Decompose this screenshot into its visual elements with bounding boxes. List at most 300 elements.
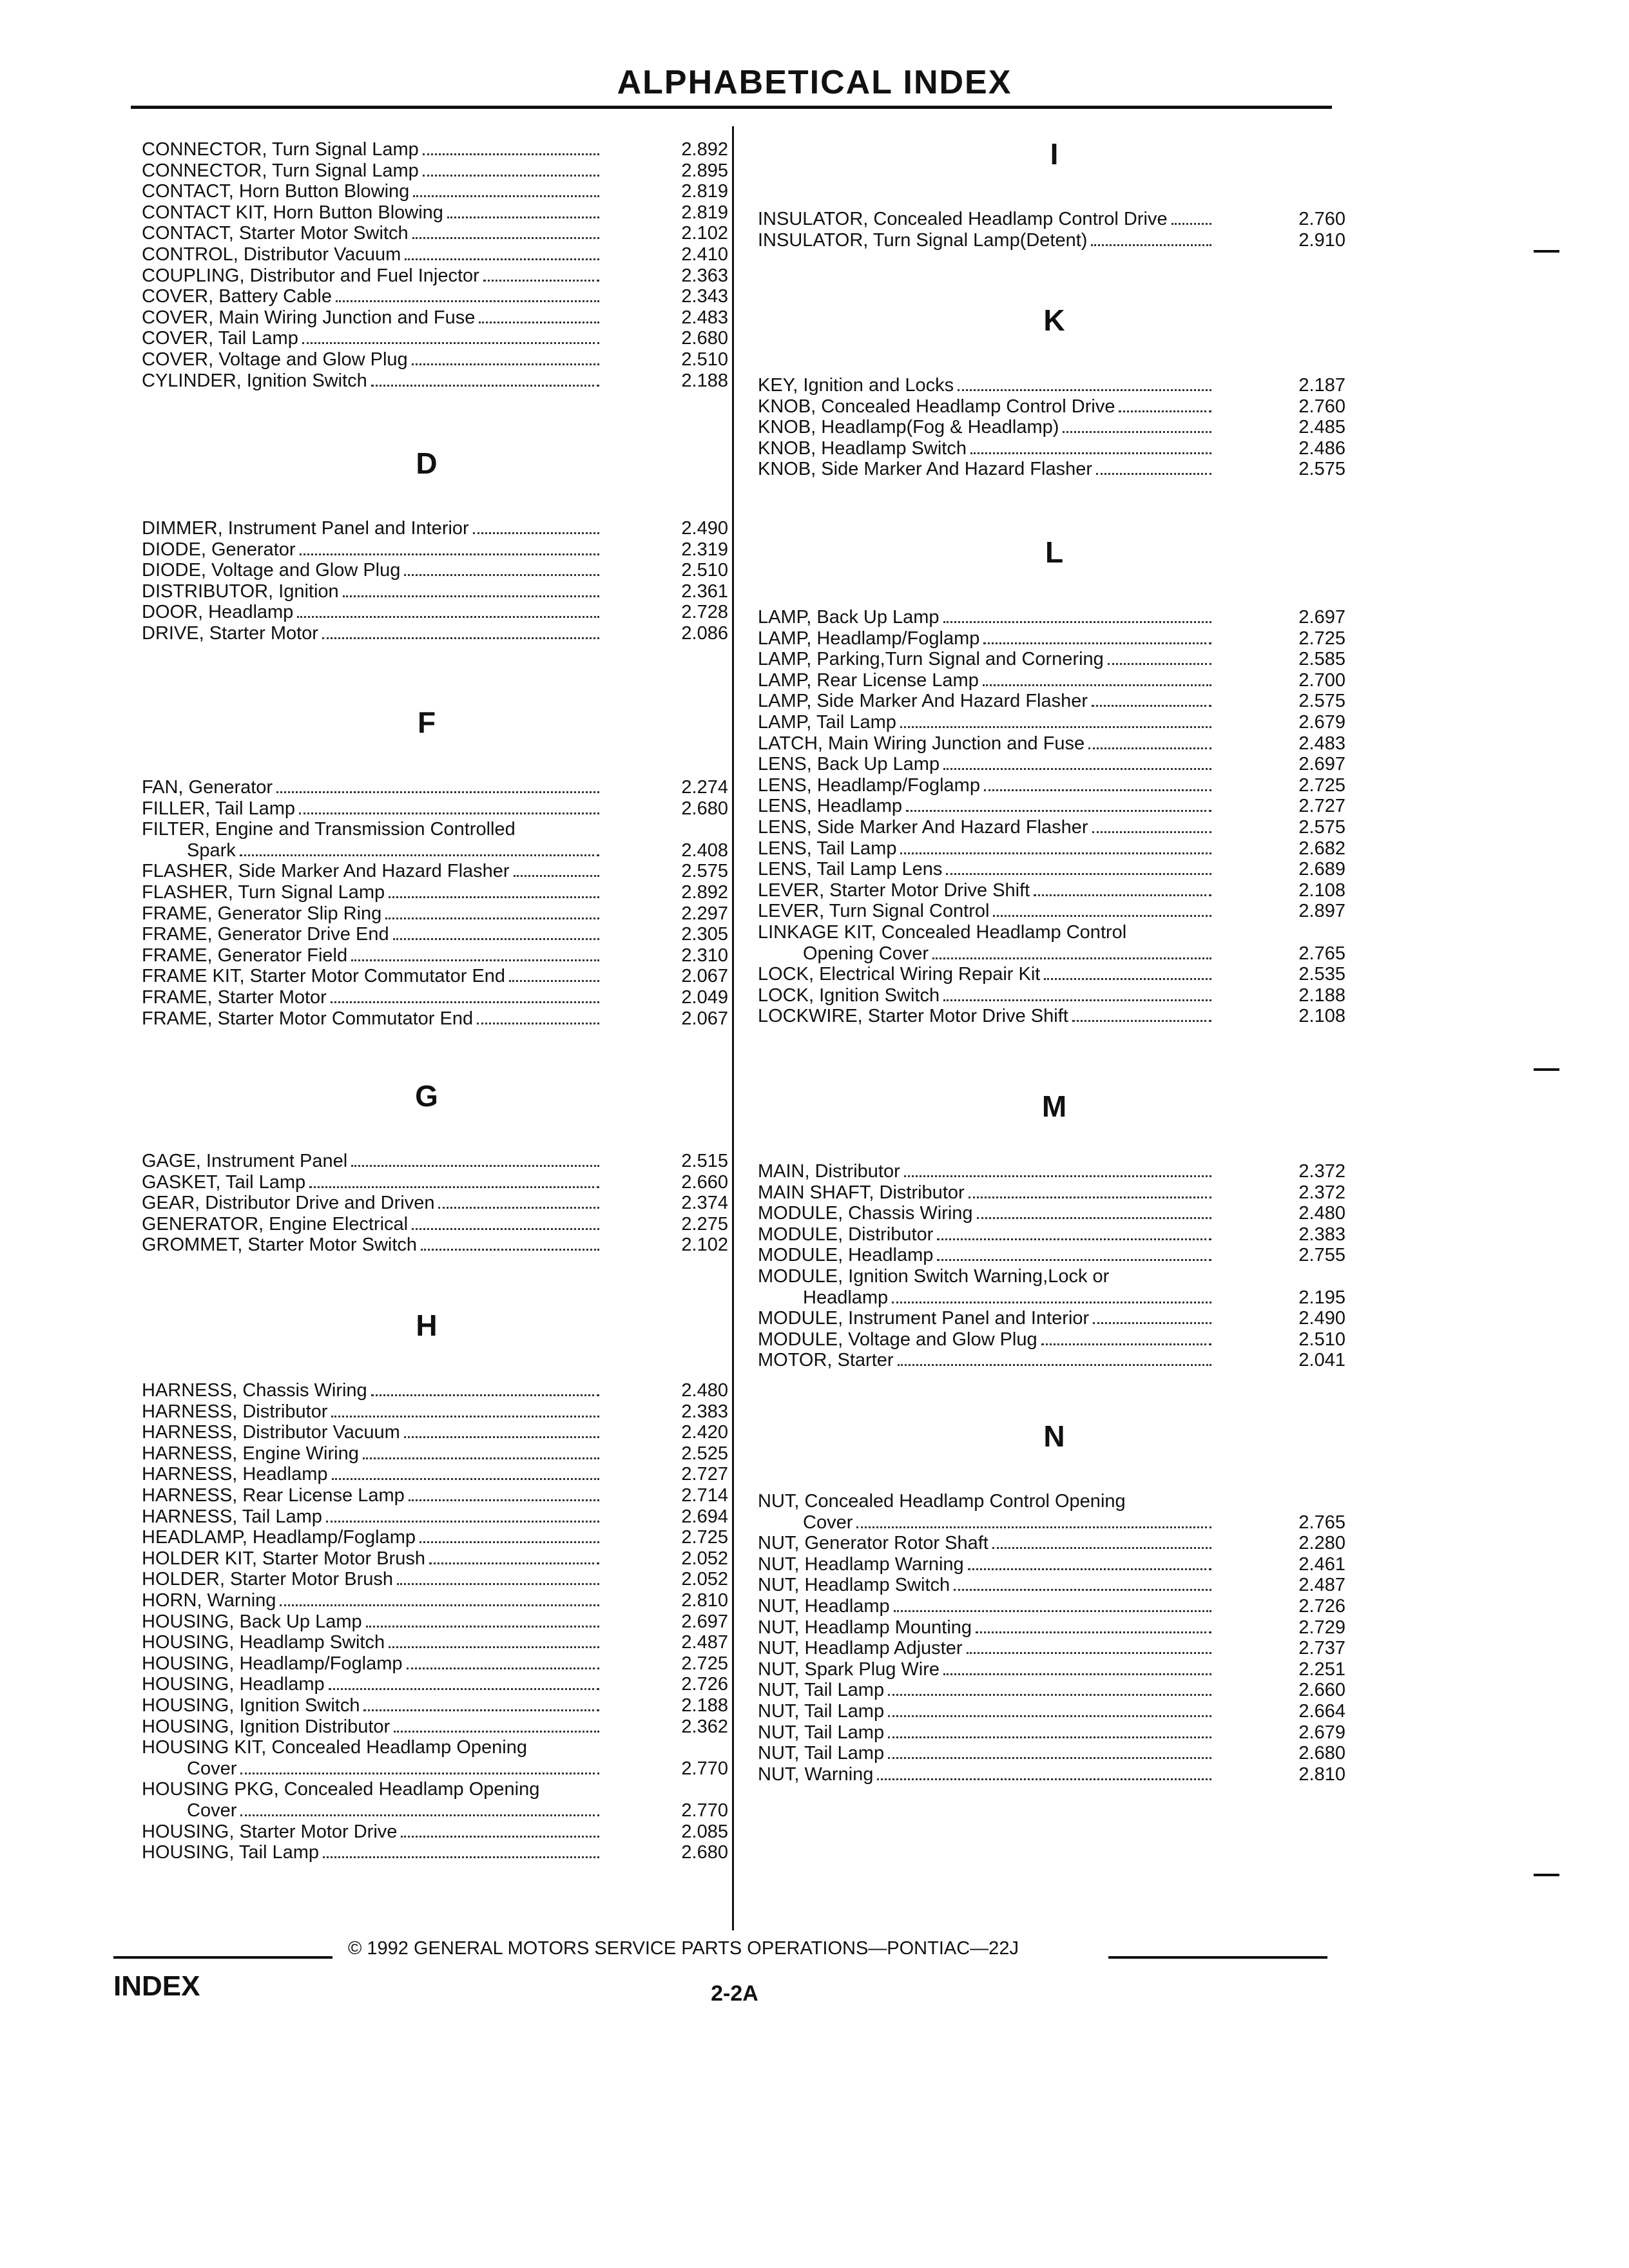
dot-leader — [394, 1731, 599, 1733]
entry-page-ref: 2.195 — [1298, 1287, 1345, 1308]
entry-name: MODULE, Chassis Wiring — [758, 1203, 973, 1224]
entry-page-ref: 2.697 — [1298, 754, 1345, 775]
section-letter-g: G — [415, 1079, 438, 1113]
dot-leader — [1119, 410, 1211, 412]
entry-name: KNOB, Side Marker And Hazard Flasher — [758, 459, 1092, 480]
dot-leader — [326, 1521, 599, 1523]
index-entry — [142, 159, 728, 181]
section-letter-l: L — [1045, 535, 1064, 569]
dot-leader — [299, 812, 599, 814]
index-entry — [758, 1742, 1345, 1764]
index-entry — [758, 648, 1345, 670]
entry-page-ref: 2.067 — [681, 1008, 728, 1029]
index-entry — [758, 753, 1345, 775]
dot-leader — [423, 175, 599, 177]
entry-name: HEADLAMP, Headlamp/Foglamp — [142, 1527, 416, 1548]
entry-page-ref: 2.765 — [1298, 1512, 1345, 1533]
entry-page-ref: 2.575 — [681, 861, 728, 882]
entry-page-ref: 2.485 — [1298, 417, 1345, 438]
entry-name: LAMP, Rear License Lamp — [758, 669, 979, 691]
entry-page-ref: 2.483 — [1298, 733, 1345, 754]
entry-page-ref: 2.725 — [681, 1653, 728, 1674]
dot-leader — [976, 1631, 1211, 1633]
dot-leader — [409, 1499, 599, 1501]
entry-page-ref: 2.480 — [1298, 1203, 1345, 1224]
index-entry — [758, 1223, 1345, 1245]
dot-leader — [993, 915, 1211, 917]
edge-mark — [1534, 1874, 1559, 1876]
entry-name: GASKET, Tail Lamp — [142, 1171, 306, 1193]
index-entry — [758, 1349, 1345, 1371]
entry-page-ref: 2.680 — [681, 328, 728, 349]
dot-leader — [984, 789, 1211, 791]
entry-name: LENS, Headlamp — [758, 796, 903, 817]
index-entry — [142, 1652, 728, 1674]
entry-name: LOCK, Ignition Switch — [758, 985, 940, 1006]
index-entry — [142, 138, 728, 160]
index-entry — [758, 1721, 1345, 1743]
entry-page-ref: 2.383 — [681, 1401, 728, 1422]
footer-rule-right — [1108, 1956, 1327, 1959]
entry-page-ref: 2.251 — [1298, 1658, 1345, 1680]
index-entry — [142, 243, 728, 265]
dot-leader — [898, 1364, 1211, 1366]
index-entry — [758, 837, 1345, 859]
dot-leader — [240, 854, 599, 856]
dot-leader — [429, 1562, 599, 1564]
entry-name: LENS, Tail Lamp Lens — [758, 859, 943, 880]
entry-page-ref: 2.575 — [1298, 691, 1345, 712]
entry-page-ref: 2.490 — [681, 518, 728, 539]
entry-page-ref: 2.770 — [681, 1800, 728, 1821]
dot-leader — [393, 938, 599, 940]
dot-leader — [413, 195, 599, 197]
entry-name: CONTACT, Horn Button Blowing — [142, 181, 410, 202]
index-entry — [142, 1400, 728, 1422]
entry-page-ref: 2.487 — [1298, 1575, 1345, 1596]
index-entry — [758, 416, 1345, 438]
entry-name: CONNECTOR, Turn Signal Lamp — [142, 139, 419, 160]
index-entry — [142, 1421, 728, 1443]
dot-leader — [385, 918, 599, 919]
entry-page-ref: 2.188 — [1298, 985, 1345, 1006]
entry-page-ref: 2.275 — [681, 1213, 728, 1235]
entry-name: HARNESS, Chassis Wiring — [142, 1380, 367, 1401]
dot-leader — [438, 1207, 599, 1209]
dot-leader — [1096, 473, 1211, 475]
dot-leader — [968, 1568, 1211, 1570]
dot-leader — [351, 1165, 599, 1167]
entry-page-ref: 2.102 — [681, 1235, 728, 1256]
section-label: INDEX — [113, 1970, 200, 2002]
entry-name: DIODE, Generator — [142, 539, 296, 560]
entry-page-ref: 2.515 — [681, 1151, 728, 1171]
entry-name: HOUSING, Ignition Distributor — [142, 1716, 390, 1737]
index-entry — [803, 1511, 1345, 1533]
entry-page-ref: 2.067 — [681, 966, 728, 987]
index-entry — [758, 457, 1345, 480]
index-entry — [758, 858, 1345, 880]
index-entry — [142, 559, 728, 581]
dot-leader — [473, 532, 599, 534]
entry-page-ref: 2.910 — [1298, 229, 1345, 251]
entry-name: LAMP, Headlamp/Foglamp — [758, 628, 980, 649]
index-entry — [142, 1841, 728, 1863]
entry-name: HARNESS, Rear License Lamp — [142, 1485, 405, 1506]
index-entry — [758, 1700, 1345, 1722]
entry-name: HOUSING, Headlamp/Foglamp — [142, 1653, 403, 1674]
index-entry — [142, 538, 728, 560]
entry-name: NUT, Concealed Headlamp Control Opening — [758, 1491, 1126, 1512]
index-entry — [142, 965, 728, 987]
entry-name: HARNESS, Headlamp — [142, 1464, 328, 1485]
entry-name: DIODE, Voltage and Glow Plug — [142, 560, 401, 581]
entry-name: LOCK, Electrical Wiring Repair Kit — [758, 964, 1041, 985]
index-entry — [142, 1589, 728, 1611]
entry-name: MODULE, Distributor — [758, 1224, 934, 1245]
index-entry — [758, 1658, 1345, 1680]
dot-leader — [514, 875, 599, 877]
entry-page-ref: 2.810 — [1298, 1763, 1345, 1785]
entry-name: COVER, Tail Lamp — [142, 328, 298, 349]
entry-name: HOUSING, Starter Motor Drive — [142, 1821, 398, 1842]
index-entry — [142, 517, 728, 539]
entry-name: CONNECTOR, Turn Signal Lamp — [142, 160, 419, 181]
entry-page-ref: 2.041 — [1298, 1350, 1345, 1371]
index-entry — [758, 794, 1345, 817]
dot-leader — [977, 1217, 1211, 1219]
entry-page-ref: 2.679 — [1298, 1722, 1345, 1743]
dot-leader — [904, 1175, 1211, 1177]
entry-name: NUT, Warning — [758, 1763, 874, 1785]
dot-leader — [483, 280, 599, 282]
index-entry — [758, 1678, 1345, 1701]
index-entry — [758, 1328, 1345, 1350]
section-letter-n: N — [1043, 1419, 1065, 1453]
index-entry — [142, 881, 728, 903]
index-entry — [142, 327, 728, 349]
entry-name: FRAME, Generator Field — [142, 945, 348, 966]
copyright-notice: © 1992 GENERAL MOTORS SERVICE PARTS OPERATIONS—PONTIAC—22J — [348, 1938, 1019, 1959]
index-entry — [758, 1202, 1345, 1224]
entry-page-ref: 2.188 — [681, 370, 728, 391]
dot-leader — [447, 216, 599, 218]
entry-page-ref: 2.049 — [681, 987, 728, 1008]
entry-page-ref: 2.664 — [1298, 1701, 1345, 1722]
entry-page-ref: 2.697 — [681, 1611, 728, 1632]
index-entry — [142, 1736, 599, 1758]
dot-leader — [943, 999, 1211, 1001]
entry-page-ref: 2.310 — [681, 945, 728, 966]
entry-name: LAMP, Side Marker And Hazard Flasher — [758, 691, 1088, 712]
dot-leader — [401, 1836, 599, 1838]
entry-name: Cover — [803, 1512, 853, 1533]
dot-leader — [1171, 223, 1211, 225]
index-entry — [758, 1160, 1345, 1182]
entry-page-ref: 2.810 — [681, 1590, 728, 1611]
index-entry — [758, 1004, 1345, 1027]
entry-name: LEVER, Turn Signal Control — [758, 901, 990, 922]
dot-leader — [877, 1778, 1211, 1780]
index-entry — [142, 860, 728, 882]
entry-page-ref: 2.274 — [681, 777, 728, 798]
entry-page-ref: 2.374 — [681, 1193, 728, 1214]
dot-leader — [302, 342, 599, 344]
entry-name: NUT, Headlamp Switch — [758, 1575, 950, 1596]
entry-name: HOUSING KIT, Concealed Headlamp Opening — [142, 1737, 528, 1758]
entry-page-ref: 2.372 — [1298, 1161, 1345, 1182]
entry-page-ref: 2.770 — [681, 1758, 728, 1779]
entry-name: Cover — [187, 1758, 237, 1779]
dot-leader — [405, 258, 599, 260]
entry-name: DISTRIBUTOR, Ignition — [142, 581, 339, 602]
entry-page-ref: 2.483 — [681, 307, 728, 328]
entry-name: GENERATOR, Engine Electrical — [142, 1213, 409, 1235]
entry-name: LEVER, Starter Motor Drive Shift — [758, 879, 1030, 901]
entry-page-ref: 2.297 — [681, 903, 728, 924]
entry-name: MAIN SHAFT, Distributor — [758, 1182, 965, 1203]
index-entry — [758, 1553, 1345, 1575]
entry-name: HORN, Warning — [142, 1590, 276, 1611]
dot-leader — [970, 452, 1211, 454]
dot-leader — [1072, 1020, 1211, 1022]
dot-leader — [371, 385, 599, 387]
index-entry — [758, 984, 1345, 1006]
index-entry — [758, 774, 1345, 796]
index-entry — [142, 622, 728, 644]
entry-page-ref: 2.461 — [1298, 1553, 1345, 1575]
entry-name: HOLDER, Starter Motor Brush — [142, 1569, 393, 1590]
entry-page-ref: 2.383 — [1298, 1224, 1345, 1245]
entry-page-ref: 2.714 — [681, 1485, 728, 1506]
section-letter-d: D — [416, 447, 438, 480]
entry-page-ref: 2.760 — [1298, 396, 1345, 417]
entry-page-ref: 2.052 — [681, 1569, 728, 1590]
index-entry — [758, 879, 1345, 901]
entry-page-ref: 2.727 — [1298, 796, 1345, 817]
dot-leader — [946, 873, 1211, 875]
entry-name: MODULE, Instrument Panel and Interior — [758, 1308, 1090, 1329]
entry-page-ref: 2.362 — [681, 1716, 728, 1737]
entry-name: DIMMER, Instrument Panel and Interior — [142, 518, 469, 539]
dot-leader — [351, 959, 599, 961]
dot-leader — [1092, 705, 1211, 707]
index-entry — [142, 180, 728, 202]
entry-page-ref: 2.728 — [681, 602, 728, 623]
entry-name: CYLINDER, Ignition Switch — [142, 370, 367, 391]
dot-leader — [412, 363, 599, 365]
index-entry — [758, 1637, 1345, 1659]
entry-name: Headlamp — [803, 1287, 889, 1308]
index-entry — [758, 1244, 1345, 1266]
entry-page-ref: 2.490 — [1298, 1308, 1345, 1329]
dot-leader — [943, 621, 1211, 623]
entry-name: FILTER, Engine and Transmission Controlled — [142, 819, 516, 840]
index-entry — [142, 1191, 728, 1214]
entry-name: FILLER, Tail Lamp — [142, 798, 296, 819]
entry-name: GROMMET, Starter Motor Switch — [142, 1235, 418, 1256]
entry-name: LENS, Back Up Lamp — [758, 754, 940, 775]
entry-name: HARNESS, Tail Lamp — [142, 1506, 322, 1527]
entry-name: MAIN, Distributor — [758, 1161, 900, 1182]
entry-page-ref: 2.535 — [1298, 964, 1345, 985]
edge-mark — [1534, 1068, 1559, 1071]
dot-leader — [937, 1259, 1211, 1261]
entry-name: CONTACT KIT, Horn Button Blowing — [142, 202, 443, 223]
index-entry — [758, 963, 1345, 985]
dot-leader — [297, 616, 599, 618]
dot-leader — [1088, 747, 1211, 749]
dot-leader — [888, 1757, 1211, 1759]
dot-leader — [900, 726, 1211, 728]
entry-page-ref: 2.480 — [681, 1380, 728, 1401]
dot-leader — [983, 684, 1211, 686]
entry-name: NUT, Tail Lamp — [758, 1701, 885, 1722]
entry-page-ref: 2.487 — [681, 1632, 728, 1653]
dot-leader — [888, 1715, 1211, 1717]
dot-leader — [892, 1302, 1211, 1303]
index-entry — [758, 627, 1345, 649]
dot-leader — [509, 980, 599, 982]
dot-leader — [389, 1646, 599, 1648]
entry-name: INSULATOR, Concealed Headlamp Control Drive — [758, 209, 1168, 229]
dot-leader — [329, 1688, 599, 1690]
entry-name: LAMP, Tail Lamp — [758, 712, 896, 733]
dot-leader — [336, 300, 599, 302]
dot-leader — [969, 1196, 1211, 1198]
entry-page-ref: 2.819 — [681, 202, 728, 223]
entry-page-ref: 2.187 — [1298, 375, 1345, 396]
entry-name: HARNESS, Distributor Vacuum — [142, 1422, 400, 1443]
dot-leader — [1108, 663, 1211, 665]
entry-name: COUPLING, Distributor and Fuel Injector — [142, 265, 479, 286]
entry-name: NUT, Headlamp Adjuster — [758, 1638, 963, 1659]
dot-leader — [954, 1589, 1211, 1591]
entry-name: FRAME KIT, Starter Motor Commutator End — [142, 966, 506, 987]
entry-page-ref: 2.305 — [681, 924, 728, 945]
entry-name: MODULE, Voltage and Glow Plug — [758, 1329, 1037, 1350]
entry-page-ref: 2.679 — [1298, 712, 1345, 733]
index-entry — [142, 1233, 728, 1256]
entry-page-ref: 2.188 — [681, 1695, 728, 1716]
index-entry — [142, 1631, 728, 1653]
entry-page-ref: 2.680 — [681, 1842, 728, 1863]
entry-name: KNOB, Headlamp Switch — [758, 437, 967, 459]
edge-mark — [1534, 250, 1559, 253]
dot-leader — [240, 1773, 599, 1774]
index-entry — [758, 1265, 1211, 1287]
entry-name: NUT, Tail Lamp — [758, 1680, 885, 1701]
column-divider — [732, 126, 734, 1930]
entry-name: MOTOR, Starter — [758, 1350, 894, 1371]
dot-leader — [479, 322, 599, 323]
entry-name: INSULATOR, Turn Signal Lamp(Detent) — [758, 229, 1088, 251]
entry-name: CONTACT, Starter Motor Switch — [142, 223, 409, 244]
dot-leader — [371, 1394, 599, 1396]
index-entry — [142, 923, 728, 945]
entry-page-ref: 2.700 — [1298, 669, 1345, 691]
dot-leader — [412, 237, 599, 239]
dot-leader — [404, 574, 599, 576]
dot-leader — [1041, 1343, 1211, 1345]
dot-leader — [1091, 244, 1211, 246]
index-entry — [142, 1610, 728, 1632]
entry-page-ref: 2.410 — [681, 244, 728, 265]
dot-leader — [240, 1814, 599, 1816]
entry-name: HOUSING, Tail Lamp — [142, 1842, 320, 1863]
entry-page-ref: 2.819 — [681, 181, 728, 202]
dot-leader — [888, 1736, 1211, 1738]
entry-page-ref: 2.680 — [681, 798, 728, 819]
index-entry — [142, 1820, 728, 1842]
index-entry — [142, 797, 728, 819]
entry-name: FRAME, Starter Motor Commutator End — [142, 1008, 474, 1029]
dot-leader — [280, 1604, 599, 1606]
entry-page-ref: 2.725 — [681, 1527, 728, 1548]
entry-page-ref: 2.725 — [1298, 628, 1345, 649]
entry-page-ref: 2.108 — [1298, 879, 1345, 901]
entry-name: COVER, Voltage and Glow Plug — [142, 349, 408, 370]
dot-leader — [276, 791, 599, 793]
index-entry — [142, 986, 728, 1008]
index-entry — [142, 902, 728, 924]
dot-leader — [943, 1673, 1211, 1675]
entry-page-ref: 2.280 — [1298, 1533, 1345, 1554]
dot-leader — [366, 1626, 599, 1628]
entry-name: DRIVE, Starter Motor — [142, 623, 318, 644]
entry-page-ref: 2.510 — [1298, 1329, 1345, 1350]
entry-name: FRAME, Generator Slip Ring — [142, 903, 382, 924]
index-entry — [758, 229, 1345, 251]
entry-name: MODULE, Headlamp — [758, 1245, 934, 1266]
index-entry — [142, 1484, 728, 1506]
entry-name: HOUSING, Ignition Switch — [142, 1695, 360, 1716]
entry-page-ref: 2.363 — [681, 265, 728, 286]
index-entry — [142, 1547, 728, 1569]
index-entry — [142, 1568, 728, 1590]
entry-name: FLASHER, Side Marker And Hazard Flasher — [142, 861, 510, 882]
entry-name: HOUSING PKG, Concealed Headlamp Opening — [142, 1779, 540, 1800]
dot-leader — [363, 1709, 599, 1711]
entry-name: KEY, Ignition and Locks — [758, 375, 954, 396]
entry-name: LENS, Headlamp/Foglamp — [758, 774, 980, 796]
dot-leader — [958, 389, 1211, 391]
entry-page-ref: 2.343 — [681, 286, 728, 307]
entry-name: NUT, Headlamp — [758, 1596, 890, 1617]
entry-page-ref: 2.892 — [681, 882, 728, 903]
index-entry — [142, 601, 728, 623]
index-entry — [142, 222, 728, 244]
entry-page-ref: 2.737 — [1298, 1638, 1345, 1659]
entry-page-ref: 2.760 — [1298, 209, 1345, 229]
dot-leader — [888, 1694, 1211, 1696]
entry-page-ref: 2.408 — [681, 840, 728, 861]
dot-leader — [363, 1457, 599, 1459]
index-entry — [142, 944, 728, 966]
dot-leader — [419, 1541, 599, 1543]
entry-name: LENS, Tail Lamp — [758, 838, 897, 859]
entry-page-ref: 2.510 — [681, 349, 728, 370]
entry-page-ref: 2.510 — [681, 560, 728, 581]
dot-leader — [332, 1478, 600, 1480]
dot-leader — [967, 1652, 1211, 1654]
entry-name: HOUSING, Headlamp — [142, 1674, 325, 1695]
entry-page-ref: 2.729 — [1298, 1617, 1345, 1638]
entry-page-ref: 2.689 — [1298, 859, 1345, 880]
index-entry — [187, 839, 728, 861]
entry-page-ref: 2.420 — [681, 1422, 728, 1443]
index-entry — [142, 1715, 728, 1737]
